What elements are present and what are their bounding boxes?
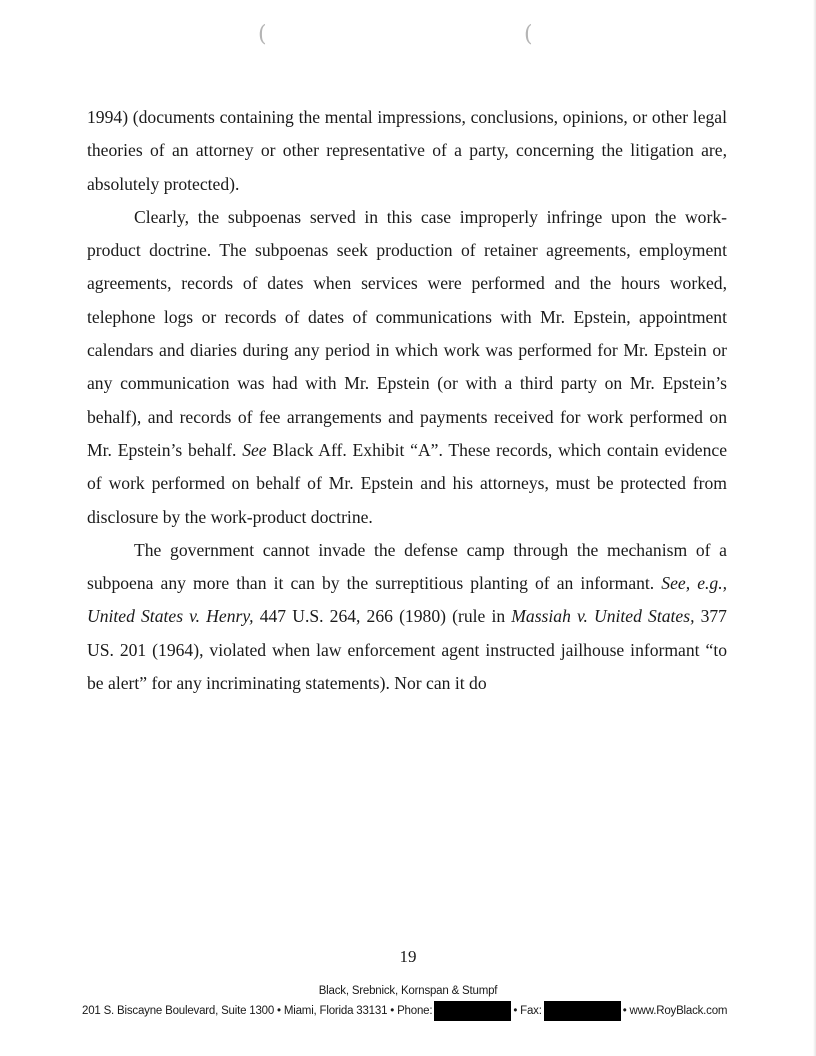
- body-paragraph: [87, 201, 727, 534]
- document-body: [87, 101, 727, 700]
- body-paragraph: [87, 101, 727, 201]
- paragraph-text: 1994) (documents containing the mental impressions, conclusions, opinions, or other legal theories of an attorney or other representative of a party, concerning the litigation are, absolutely protected).: [87, 107, 727, 194]
- paragraph-text: 377 US. 201 (1964), violated when law enforcement agent instructed jailhouse informant “to be alert” for any incriminating statements). Nor can it do: [87, 606, 727, 694]
- citation-text: Massiah v. United States,: [511, 606, 695, 627]
- footer-firm-name: Black, Srebnick, Kornspan & Stumpf: [318, 985, 498, 997]
- citation-text: See: [242, 439, 267, 460]
- paragraph-text: 447 U.S. 264, 266 (1980) (rule in: [253, 606, 512, 627]
- footer-fax-label: • Fax:: [513, 1005, 542, 1017]
- redaction-bar: [544, 1001, 621, 1021]
- footer-address: 201 S. Biscayne Boulevard, Suite 1300 • Miami, Florida 33131 • Phone:: [82, 1005, 433, 1017]
- paragraph-text: Black Aff. Exhibit “A”. These records, which contain evidence of work performed on behalf of Mr. Epstein and his attorneys, must be protected from disclosure by the work-product doctrine.: [87, 439, 728, 527]
- redaction-bar: [434, 1001, 511, 1021]
- scan-artifact: (: [258, 22, 267, 47]
- footer-contact-line: [82, 1001, 742, 1021]
- paragraph-text: Clearly, the subpoenas served in this case improperly infringe upon the work-product doctrine. The subpoenas seek production of retainer agreements, employment agreements, records of dates when services were performed and the hours worked, telephone logs or records of dates of communications with Mr. Epstein, appointment calendars and diaries during any period in which work was performed for Mr. Epstein or any communication was had with Mr. Epstein (or with a third party on Mr. Epstein’s behalf), and records of fee arrangements and payments received for work performed on Mr. Epstein’s behalf.: [87, 206, 727, 460]
- paragraph-text: The government cannot invade the defense camp through the mechanism of a subpoena any more than it can by the surreptitious planting of an informant.: [87, 539, 727, 594]
- scan-artifact: (: [524, 22, 533, 47]
- body-paragraph: [87, 534, 727, 700]
- citation-text: See, e.g., United States v. Henry,: [87, 573, 727, 627]
- page-number: 19: [399, 947, 417, 966]
- footer-website: • www.RoyBlack.com: [622, 1005, 728, 1017]
